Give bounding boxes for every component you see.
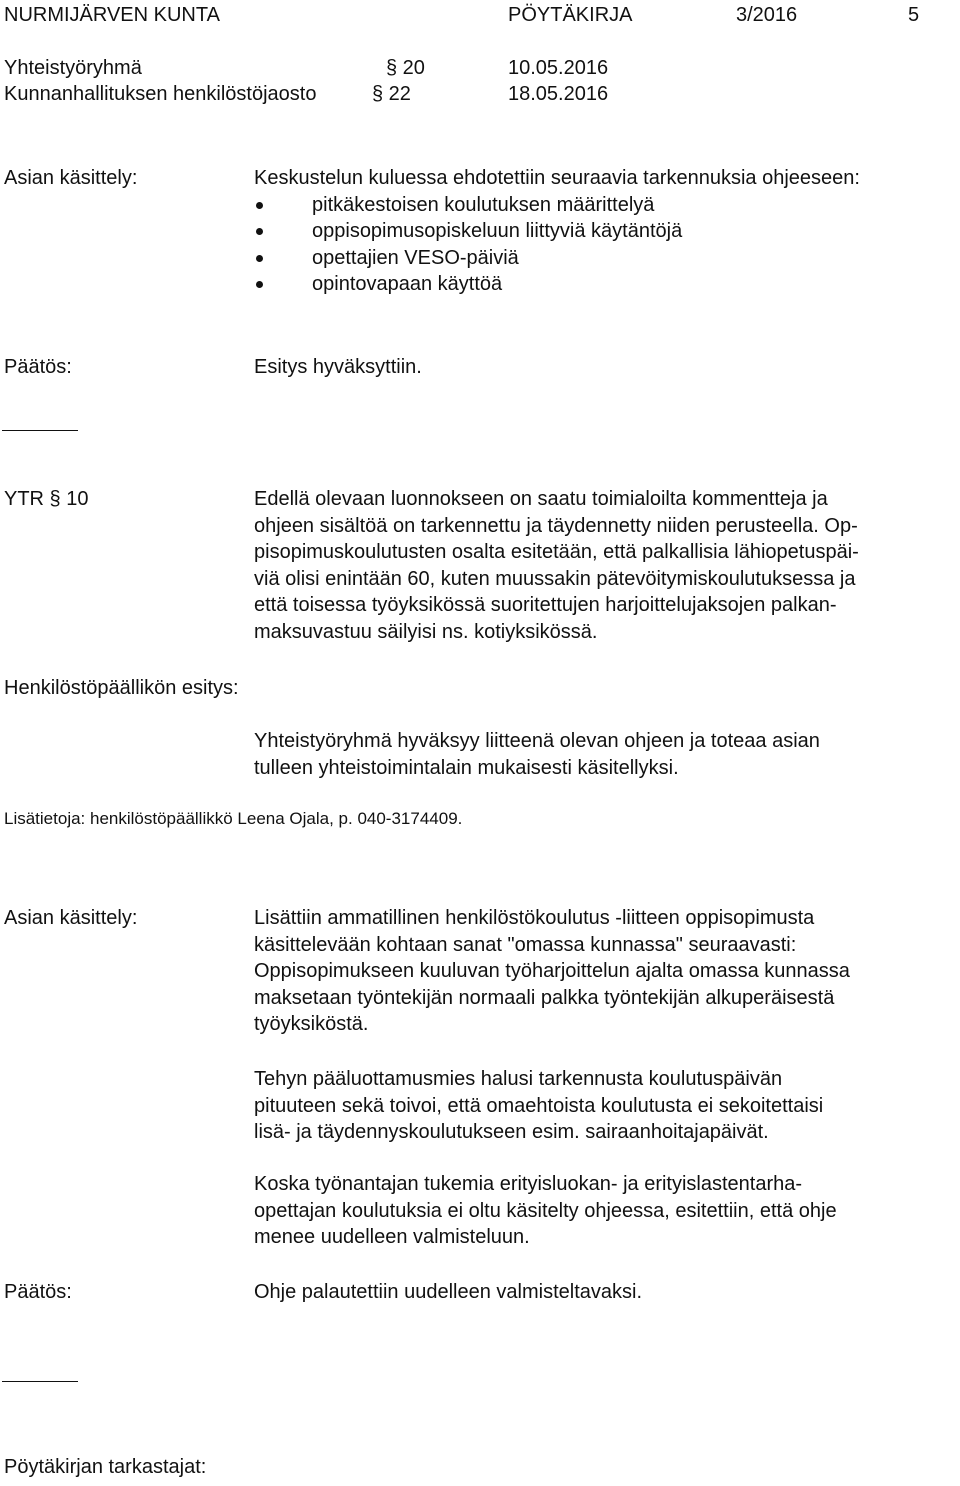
discussion-intro: Keskustelun kuluessa ehdotettiin seuraavia tarkennuksia ohjeeseen: [254,167,860,189]
text-line: Oppisopimukseen kuuluvan työharjoittelun ajalta omassa kunnassa [254,960,850,982]
text-line: Edellä olevaan luonnokseen on saatu toimialoilta kommentteja ja [254,488,828,510]
text-line: ohjeen sisältöä on tarkennettu ja täydennetty niiden perusteella. Op- [254,514,858,537]
reviewers-label: Pöytäkirjan tarkastajat: [4,1456,207,1478]
discussion-content [254,165,954,298]
bullet-list [254,192,954,298]
list-item: oppisopimusopiskeluun liittyviä käytäntöjä [254,218,954,245]
paragraph [254,1066,954,1146]
page-number: 5 [908,4,920,26]
decision-label: Päätös: [4,356,72,378]
decision-text: Esitys hyväksyttiin. [254,356,422,378]
preparation-text [254,486,954,645]
text-line: menee uudelleen valmisteluun. [254,1226,530,1248]
paragraph [254,905,954,1038]
decision-text: Ohje palautettiin uudelleen valmisteltavaksi. [254,1281,642,1303]
text-line: pisopimuskoulutusten osalta esitetään, että palkallisia lähiopetuspäi- [254,541,859,563]
discussion-content [254,905,954,1038]
text-line: maksuvastuu säilyisi ns. kotiyksikössä. [254,620,598,643]
text-line: lisä- ja täydennyskoulutukseen esim. sairaanhoitajapäivät. [254,1121,769,1143]
document-number: 3/2016 [736,4,798,26]
text-line: Tehyn pääluottamusmies halusi tarkennusta koulutuspäivän [254,1068,783,1090]
body-name: Yhteistyöryhmä [4,57,142,79]
text-line: pituuteen sekä toivoi, että omaehtoista koulutusta ei sekoitettaisi [254,1094,824,1117]
text-line: että toisessa työyksikössä suoritettujen harjoittelujaksojen palkan- [254,594,837,616]
meeting-date: 18.05.2016 [508,83,609,105]
paragraph [254,1171,954,1251]
municipality-name: NURMIJÄRVEN KUNTA [4,4,220,26]
meeting-date: 10.05.2016 [508,57,609,79]
proposal-text [254,728,954,781]
text-line: työyksiköstä. [254,1013,369,1035]
section-number: § 22 [372,83,411,105]
text-line: Koska työnantajan tukemia erityisluokan- ja erityislastentarha- [254,1173,803,1195]
list-item: pitkäkestoisen koulutuksen määrittelyä [254,192,954,219]
document-type: PÖYTÄKIRJA [508,4,633,26]
body-name: Kunnanhallituksen henkilöstöjaosto [4,83,317,105]
separator-line [2,430,78,431]
list-item: opettajien VESO-päiviä [254,245,954,272]
text-line: Lisättiin ammatillinen henkilöstökoulutus -liitteen oppisopimusta [254,907,815,929]
list-item: opintovapaan käyttöä [254,271,954,298]
decision-label: Päätös: [4,1281,72,1303]
contact-info: Lisätietoja: henkilöstöpäällikkö Leena Ojala, p. 040-3174409. [4,809,463,828]
section-label: Asian käsittely: [4,167,138,189]
text-line: Yhteistyöryhmä hyväksyy liitteenä olevan ohjeen ja toteaa asian [254,730,820,752]
text-line: käsittelevään kohtaan sanat "omassa kunnassa" seuraavasti: [254,933,797,956]
section-label: YTR § 10 [4,488,89,510]
text-line: maksetaan työntekijän normaali palkka työntekijän alkuperäisestä [254,986,835,1009]
section-number: § 20 [386,57,425,79]
text-line: viä olisi enintään 60, kuten muussakin pätevöitymiskoulutuksessa ja [254,567,856,590]
proposal-label: Henkilöstöpäällikön esitys: [4,677,239,699]
text-line: tulleen yhteistoimintalain mukaisesti käsitellyksi. [254,756,679,779]
text-line: opettajan koulutuksia ei oltu käsitelty ohjeessa, esitettiin, että ohje [254,1199,837,1222]
section-label: Asian käsittely: [4,907,138,929]
separator-line [2,1381,78,1382]
